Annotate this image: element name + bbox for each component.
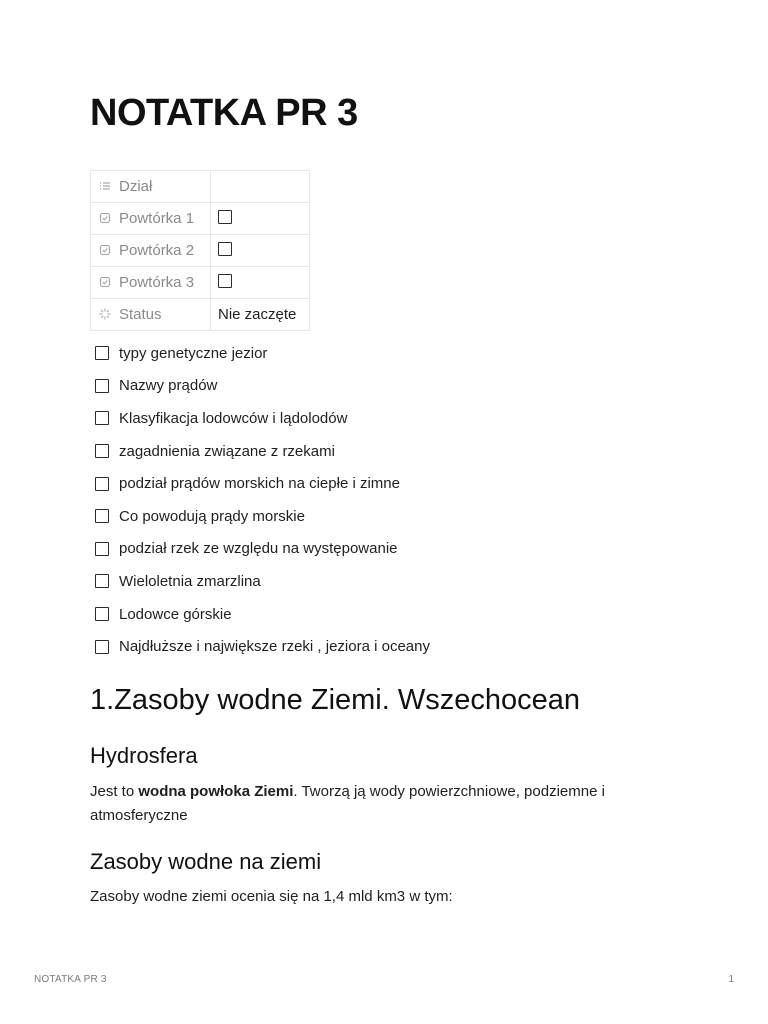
property-value-powtorka-2 <box>211 235 310 267</box>
todo-text: podział rzek ze względu na występowanie <box>119 540 398 558</box>
page-number: 1 <box>728 974 734 985</box>
checkbox[interactable] <box>218 274 232 288</box>
property-label: Powtórka 1 <box>119 210 195 227</box>
checkbox[interactable] <box>95 346 109 360</box>
todo-text: Lodowce górskie <box>119 605 232 623</box>
property-row-status <box>91 299 310 331</box>
subheading-zasoby: Zasoby wodne na ziemi <box>90 849 322 874</box>
paragraph-hydrosfera <box>90 780 670 828</box>
todo-item <box>90 500 430 533</box>
property-label: Dział <box>119 178 153 195</box>
todo-text: Klasyfikacja lodowców i lądolodów <box>119 409 348 427</box>
todo-item <box>90 630 430 663</box>
property-key <box>91 299 211 331</box>
list-icon <box>99 180 111 192</box>
checkbox[interactable] <box>95 444 109 458</box>
todo-text: Najdłuższe i największe rzeki , jeziora i oceany <box>119 638 430 656</box>
todo-item <box>90 598 430 631</box>
todo-text: zagadnienia związane z rzekami <box>119 442 335 460</box>
checkbox[interactable] <box>95 607 109 621</box>
status-value[interactable]: Nie zaczęte <box>211 299 310 331</box>
property-label: Powtórka 2 <box>119 242 195 259</box>
checkbox[interactable] <box>218 242 232 256</box>
subheading-hydrosfera: Hydrosfera <box>90 743 198 768</box>
todo-item <box>90 467 430 500</box>
todo-item <box>90 337 430 370</box>
checkbox[interactable] <box>95 542 109 556</box>
paragraph-text: . Tworzą ją wody powierzchniowe, podziemne i atmosferyczne <box>90 783 605 824</box>
property-key <box>91 267 211 299</box>
property-value-powtorka-3 <box>211 267 310 299</box>
property-label: Status <box>119 306 162 323</box>
property-key <box>91 235 211 267</box>
property-row-powtorka-3 <box>91 267 310 299</box>
checkbox[interactable] <box>95 574 109 588</box>
todo-item <box>90 565 430 598</box>
checkbox-property-icon <box>99 244 111 256</box>
todo-item <box>90 370 430 403</box>
property-row-powtorka-2 <box>91 235 310 267</box>
paragraph-text: Jest to <box>90 783 139 800</box>
todo-text: Co powodują prądy morskie <box>119 507 305 525</box>
todo-list <box>90 337 430 663</box>
checkbox[interactable] <box>95 640 109 654</box>
checkbox-property-icon <box>99 276 111 288</box>
todo-text: Wieloletnia zmarzlina <box>119 572 261 590</box>
todo-item <box>90 435 430 468</box>
todo-item <box>90 402 430 435</box>
checkbox[interactable] <box>95 477 109 491</box>
checkbox[interactable] <box>95 509 109 523</box>
todo-text: typy genetyczne jezior <box>119 344 268 362</box>
todo-text: Nazwy prądów <box>119 377 218 395</box>
status-spinner-icon <box>99 308 111 320</box>
property-key <box>91 171 211 203</box>
todo-text: podział prądów morskich na ciepłe i zimne <box>119 475 400 493</box>
property-value-dzial[interactable] <box>211 171 310 203</box>
property-row-dzial <box>91 171 310 203</box>
property-label: Powtórka 3 <box>119 274 195 291</box>
paragraph-zasoby: Zasoby wodne ziemi ocenia się na 1,4 mld km3 w tym: <box>90 888 453 905</box>
page-title: NOTATKA PR 3 <box>90 92 358 134</box>
property-row-powtorka-1 <box>91 203 310 235</box>
section-heading: 1.Zasoby wodne Ziemi. Wszechocean <box>90 684 580 716</box>
properties-table <box>90 170 310 331</box>
checkbox-property-icon <box>99 212 111 224</box>
checkbox[interactable] <box>95 411 109 425</box>
property-key <box>91 203 211 235</box>
todo-item <box>90 533 430 566</box>
property-value-powtorka-1 <box>211 203 310 235</box>
checkbox[interactable] <box>218 210 232 224</box>
bold-text: wodna powłoka Ziemi <box>138 783 294 800</box>
checkbox[interactable] <box>95 379 109 393</box>
footer-title: NOTATKA PR 3 <box>34 974 107 985</box>
